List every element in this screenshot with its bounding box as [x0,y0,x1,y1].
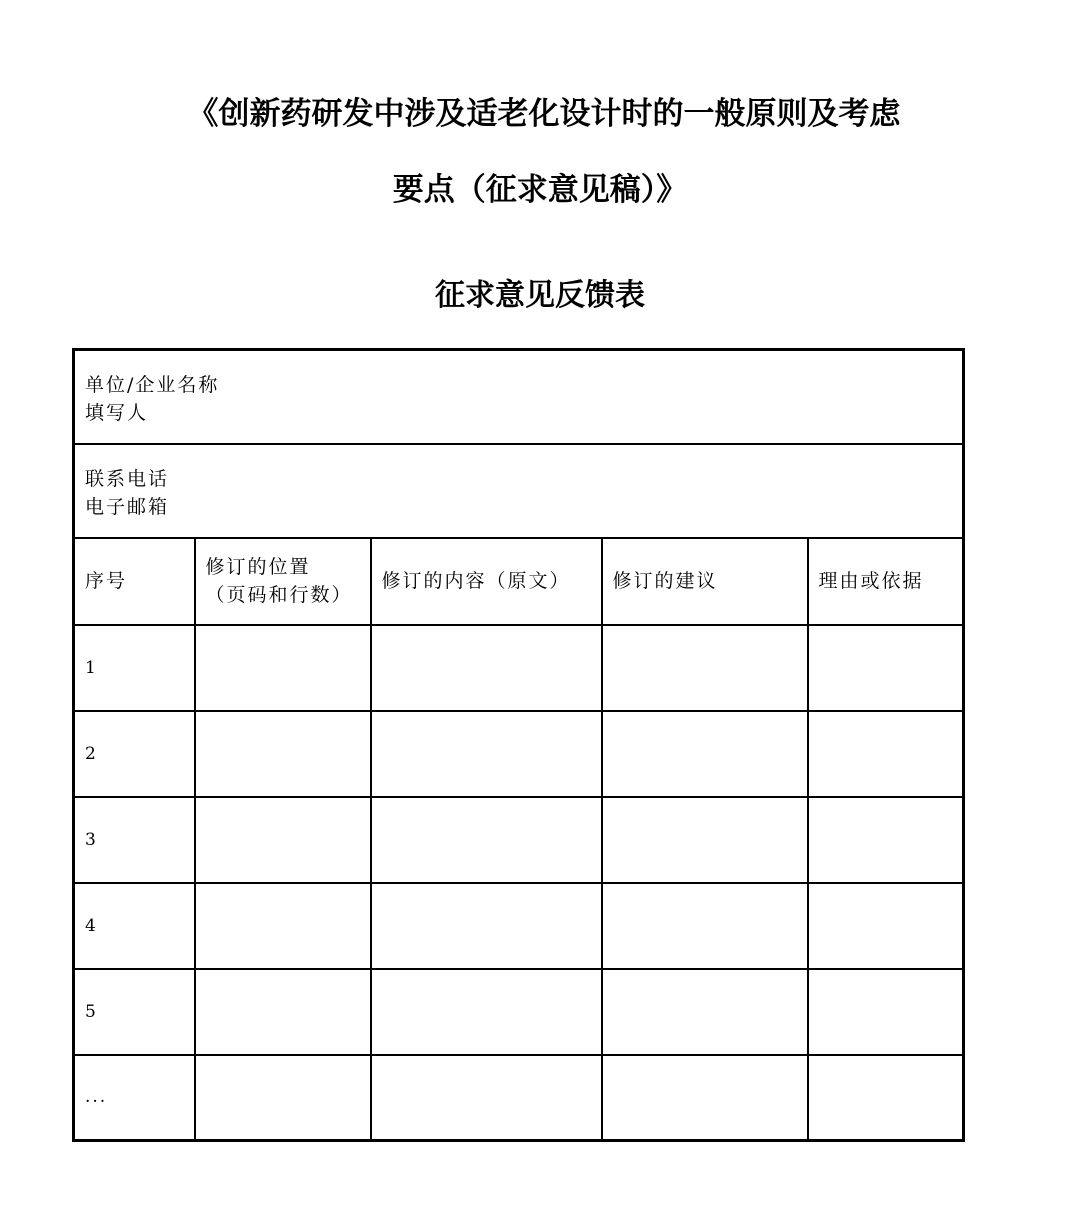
header-revision-location: 修订的位置 （页码和行数） [195,538,371,625]
original-content-cell[interactable] [371,797,602,883]
table-row [74,1055,964,1141]
suggestion-cell[interactable] [602,797,808,883]
suggestion-cell[interactable] [602,1055,808,1141]
organization-name-label: 单位/企业名称 [85,374,220,396]
location-cell[interactable] [195,711,371,797]
reason-cell[interactable] [808,625,964,711]
location-cell[interactable] [195,1055,371,1141]
table-row [74,797,964,883]
row-number: 4 [74,883,195,969]
reason-cell[interactable] [808,711,964,797]
header-serial-number: 序号 [74,538,195,625]
header-revision-suggestion: 修订的建议 [602,538,808,625]
document-title-line-1: 《创新药研发中涉及适老化设计时的一般原则及考虑 [187,96,901,132]
contact-info-cell[interactable] [74,444,964,538]
reason-cell[interactable] [808,969,964,1055]
info-row-contact [74,444,964,538]
table-row [74,883,964,969]
form-title: 征求意见反馈表 [435,278,645,313]
table-row [74,711,964,797]
table-row [74,969,964,1055]
original-content-cell[interactable] [371,969,602,1055]
feedback-form-table [72,348,965,1142]
suggestion-cell[interactable] [602,969,808,1055]
phone-label: 联系电话 [85,467,170,490]
original-content-cell[interactable] [371,883,602,969]
reason-cell[interactable] [808,883,964,969]
original-content-cell[interactable] [371,711,602,797]
original-content-cell[interactable] [371,1055,602,1141]
row-number: 1 [74,625,195,711]
row-number: 2 [74,711,195,797]
email-label: 电子邮箱 [85,495,170,518]
document-title-line-2: 要点（征求意见稿）》 [392,172,688,208]
filler-name-label: 填写人 [85,402,149,424]
location-cell[interactable] [195,625,371,711]
row-number: 3 [74,797,195,883]
original-content-cell[interactable] [371,625,602,711]
row-number: 5 [74,969,195,1055]
suggestion-cell[interactable] [602,625,808,711]
header-revision-content: 修订的内容（原文） [371,538,602,625]
location-cell[interactable] [195,883,371,969]
suggestion-cell[interactable] [602,883,808,969]
location-cell[interactable] [195,797,371,883]
suggestion-cell[interactable] [602,711,808,797]
table-header-row [74,538,964,625]
organization-contact-cell[interactable] [74,350,964,444]
reason-cell[interactable] [808,1055,964,1141]
reason-cell[interactable] [808,797,964,883]
location-cell[interactable] [195,969,371,1055]
header-reason: 理由或依据 [808,538,964,625]
table-row [74,625,964,711]
info-row-organization [74,350,964,444]
row-number: ... [74,1055,195,1141]
